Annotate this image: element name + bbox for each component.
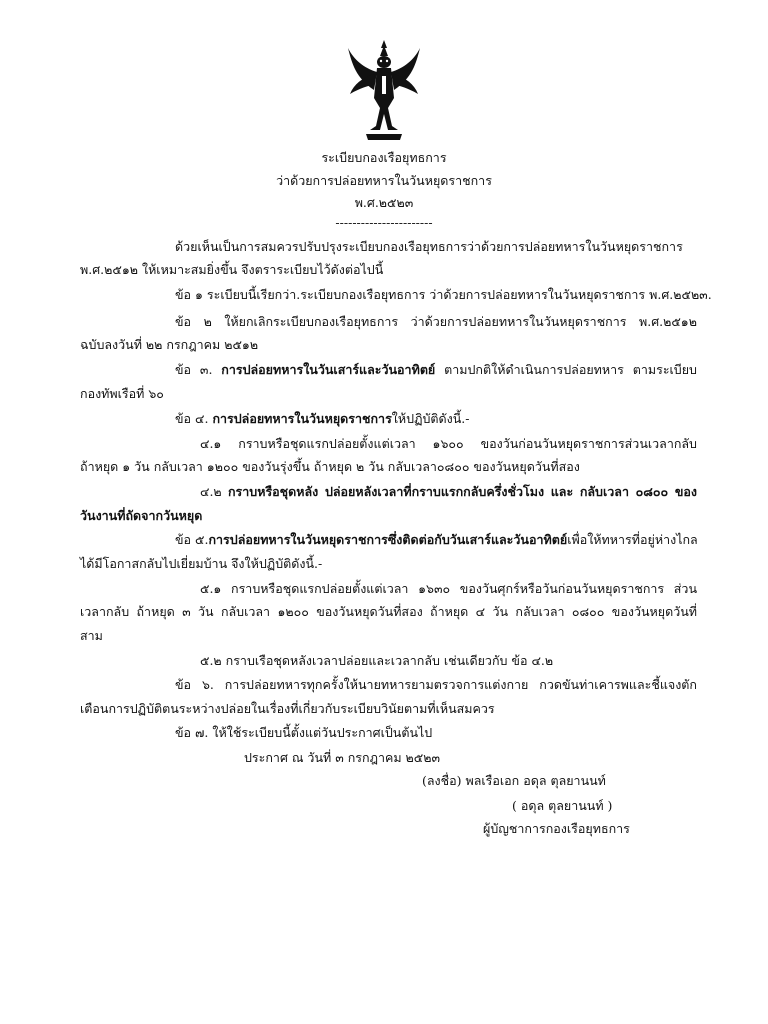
clause-4-1-line-2: ถ้าหยุด ๑ วัน กลับเวลา ๑๒๐๐ ของวันรุ่งขึ้น ถ้าหยุด ๒ วัน กลับเวลา๐๘๐๐ ของวันหยุดวันที่สอง (80, 459, 580, 474)
signatory-name: ( อดุล ตุลยานนท์ ) (512, 798, 613, 813)
clause-4-2-heading-cont: วันงานที่ถัดจากวันหยุด (80, 508, 203, 523)
clause-4-2-line-1 (200, 484, 697, 500)
clause-5-2: ๕.๒ กราบเรือชุดหลังเวลาปล่อยและเวลากลับ เช่นเดียวกับ ข้อ ๔.๒ (200, 653, 554, 668)
intro-line-2: พ.ศ.๒๕๑๒ ให้เหมาะสมยิ่งขึ้น จึงตราระเบียบไว้ดังต่อไปนี้ (80, 262, 384, 277)
document-year: พ.ศ.๒๕๒๓ (354, 195, 414, 210)
clause-4-heading: การปล่อยทหารในวันหยุดราชการ (212, 411, 392, 426)
garuda-emblem (344, 38, 424, 142)
clause-3-line-2: กองทัพเรือที่ ๖๐ (80, 386, 164, 401)
clause-3-heading: การปล่อยทหารในวันเสาร์และวันอาทิตย์ (221, 362, 436, 377)
clause-5-1-line-2: เวลากลับ ถ้าหยุด ๓ วัน กลับเวลา ๑๒๐๐ ของวันหยุดวันที่สอง ถ้าหยุด ๔ วัน กลับเวลา ๐๘๐๐ ของวันหยุดวันที่ (80, 604, 697, 619)
signature-line: (ลงชื่อ) พลเรือเอก อดุล ตุลยานนท์ (422, 773, 606, 788)
clause-3-line-1 (175, 362, 697, 378)
clause-5-text: เพื่อให้ทหารที่อยู่ห่างไกล (567, 532, 698, 547)
clause-4-2-heading: กราบหรือชุดหลัง ปล่อยหลังเวลาที่กราบแรกกลับครึ่งชั่วโมง และ กลับเวลา ๐๘๐๐ ของ (227, 484, 697, 499)
clause-5-line-1 (175, 532, 697, 548)
clause-5-1-line-3: สาม (80, 628, 103, 643)
clause-4-number: ข้อ ๔. (175, 411, 213, 426)
clause-5-heading: การปล่อยทหารในวันหยุดราชการซึ่งติดต่อกับวันเสาร์และวันอาทิตย์ (208, 532, 568, 547)
clause-3-number: ข้อ ๓. (175, 362, 222, 377)
announcement-date: ประกาศ ณ วันที่ ๓ กรกฎาคม ๒๕๒๓ (244, 750, 441, 765)
document-subject: ว่าด้วยการปล่อยทหารในวันหยุดราชการ (276, 173, 492, 188)
clause-6-line-1: ข้อ ๖. การปล่อยทหารทุกครั้งให้นายทหารยามตรวจการแต่งกาย กวดขันท่าเคารพและชี้แจงตัก (175, 677, 697, 692)
clause-5-number: ข้อ ๕. (175, 532, 209, 547)
clause-7: ข้อ ๗. ให้ใช้ระเบียบนี้ตั้งแต่วันประกาศเป็นต้นไป (175, 725, 433, 740)
clause-4-text: ให้ปฏิบัติดังนี้.- (391, 411, 470, 426)
clause-6-line-2: เตือนการปฏิบัติตนระหว่างปล่อยในเรื่องที่เกี่ยวกับระเบียบวินัยตามที่เห็นสมควร (80, 701, 495, 716)
clause-1: ข้อ ๑ ระเบียบนี้เรียกว่า.ระเบียบกองเรือยุทธการ ว่าด้วยการปล่อยทหารในวันหยุดราชการ พ.ศ.๒๕๒๓. (175, 287, 712, 302)
document-title: ระเบียบกองเรือยุทธการ (321, 150, 447, 165)
clause-4-line-1 (175, 411, 469, 427)
clause-4-2-line-2 (80, 508, 202, 524)
clause-5-1-line-1: ๕.๑ กราบหรือชุดแรกปล่อยตั้งแต่เวลา ๑๖๓๐ ของวันศุกร์หรือวันก่อนวันหยุดราชการ ส่วน (200, 581, 697, 596)
clause-4-2-number: ๔.๒ (200, 484, 228, 499)
signatory-position: ผู้บัญชาการกองเรือยุทธการ (483, 821, 630, 836)
clause-4-1-line-1: ๔.๑ กราบหรือชุดแรกปล่อยตั้งแต่เวลา ๑๖๐๐ ของวันก่อนวันหยุดราชการส่วนเวลากลับ (200, 436, 697, 451)
title-divider: ----------------------- (335, 215, 433, 230)
clause-2-line-2: ฉบับลงวันที่ ๒๒ กรกฎาคม ๒๕๑๒ (80, 337, 259, 352)
clause-2-line-1: ข้อ ๒ ให้ยกเลิกระเบียบกองเรือยุทธการ ว่าด้วยการปล่อยทหารในวันหยุดราชการ พ.ศ.๒๕๑๒ (175, 314, 697, 329)
intro-line-1: ด้วยเห็นเป็นการสมควรปรับปรุงระเบียบกองเรือยุทธการว่าด้วยการปล่อยทหารในวันหยุดราชการ (175, 239, 683, 254)
clause-3-text: ตามปกติให้ดำเนินการปล่อยทหาร ตามระเบียบ (435, 362, 697, 377)
clause-5-line-2: ได้มีโอกาสกลับไปเยี่ยมบ้าน จึงให้ปฏิบัติดังนี้.- (80, 556, 323, 571)
